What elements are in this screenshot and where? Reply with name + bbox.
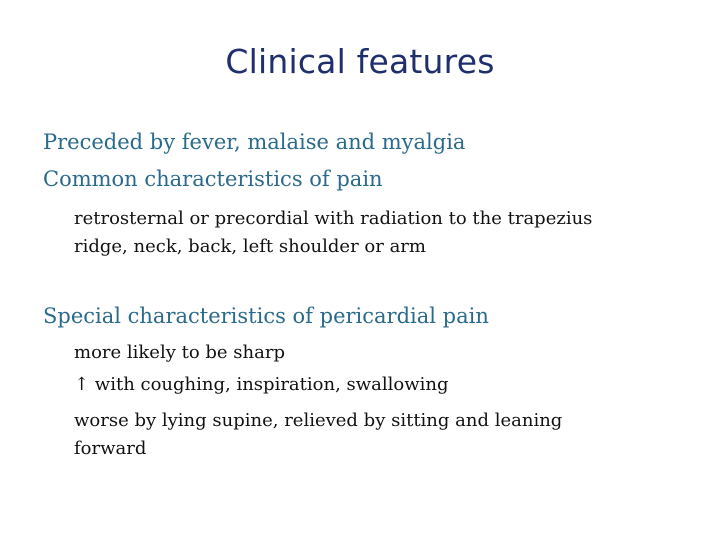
pain-radiation-line-2: ridge, neck, back, left shoulder or arm: [74, 236, 426, 257]
pain-radiation-line-1: retrosternal or precordial with radiation to the trapezius: [74, 208, 593, 229]
heading-pericardial-pain: Special characteristics of pericardial pain: [43, 304, 489, 328]
pericardial-sharp-line: more likely to be sharp: [74, 342, 285, 363]
heading-pain-characteristics: Common characteristics of pain: [43, 167, 383, 191]
slide-title: Clinical features: [225, 42, 495, 81]
pericardial-position-line-2: forward: [74, 438, 147, 459]
pericardial-aggravating-line: ↑ with coughing, inspiration, swallowing: [74, 374, 449, 395]
pericardial-position-line-1: worse by lying supine, relieved by sitting and leaning: [74, 410, 563, 431]
heading-prodrome: Preceded by fever, malaise and myalgia: [43, 130, 466, 154]
